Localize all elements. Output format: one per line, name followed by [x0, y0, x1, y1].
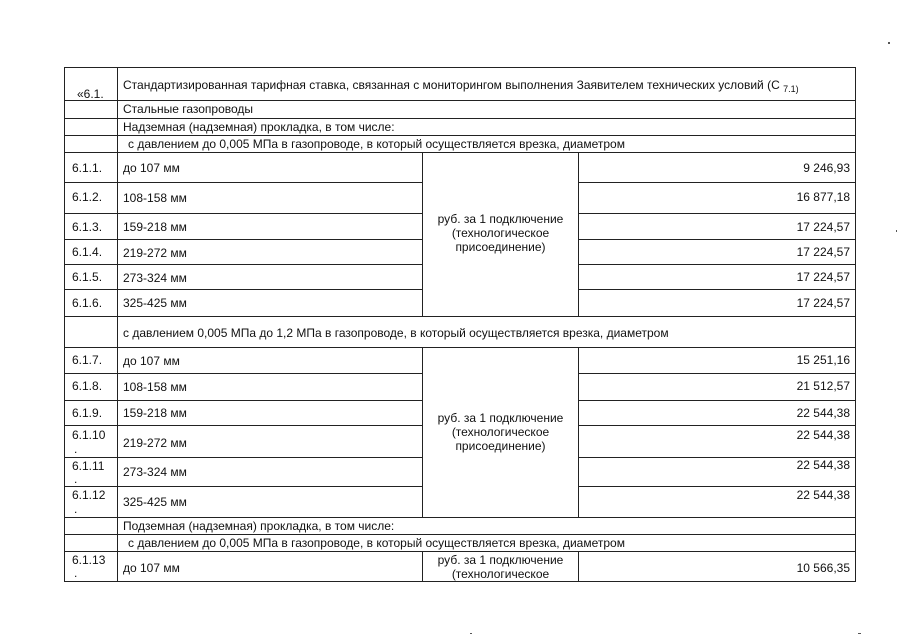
scan-speck	[896, 230, 897, 232]
row-diameter: до 107 мм	[123, 561, 180, 575]
row-diameter: до 107 мм	[123, 354, 180, 368]
row-number-cont: .	[74, 502, 78, 516]
table-border-top	[64, 67, 856, 68]
row-diameter: 273-324 мм	[123, 271, 187, 285]
row-number: 6.1.12	[72, 488, 106, 502]
row-rule	[64, 135, 856, 136]
tariff-table	[64, 67, 856, 582]
col-divider-value	[578, 551, 579, 581]
table-border-right	[855, 67, 856, 582]
section-above-ground: Надземная (надземная) прокладка, в том числе:	[123, 120, 395, 134]
row-number: 6.1.11	[72, 459, 105, 473]
row-number: 6.1.8.	[72, 379, 103, 393]
row-value: 17 224,57	[796, 220, 850, 234]
row-value: 10 566,35	[796, 561, 850, 575]
row-number: 6.1.10	[72, 428, 106, 442]
row-number-cont: .	[74, 472, 78, 486]
section-pressure-low: с давлением до 0,005 МПа в газопроводе, в который осуществляется врезка, диаметром	[128, 137, 625, 151]
row-diameter: 219-272 мм	[123, 246, 187, 260]
row-value: 15 251,16	[796, 353, 850, 367]
row-rule	[578, 400, 856, 401]
scan-speck	[470, 633, 472, 634]
row-diameter: 108-158 мм	[123, 380, 187, 394]
row-rule	[64, 517, 856, 518]
header-subscript: 7.1)	[783, 84, 799, 94]
unit-cell: руб. за 1 подключение (технологическое	[437, 553, 564, 581]
row-value: 22 544,38	[796, 488, 850, 502]
row-rule	[578, 486, 856, 487]
col-divider-value	[578, 152, 579, 316]
row-number: 6.1.9.	[72, 406, 103, 420]
row-rule	[578, 289, 856, 290]
row-rule	[64, 316, 856, 317]
row-value: 22 544,38	[796, 458, 850, 472]
row-value: 9 246,93	[803, 161, 850, 175]
row-rule	[578, 425, 856, 426]
row-value: 21 512,57	[796, 379, 850, 393]
section-pressure-low-2: с давлением до 0,005 МПа в газопроводе, в который осуществляется врезка, диаметром	[128, 536, 625, 550]
row-rule	[64, 100, 856, 101]
row-diameter: 273-324 мм	[123, 465, 187, 479]
row-diameter: 108-158 мм	[123, 191, 187, 205]
row-rule	[578, 373, 856, 374]
row-rule	[578, 213, 856, 214]
row-number: 6.1.2.	[72, 190, 103, 204]
scan-speck	[888, 42, 890, 44]
row-rule	[64, 118, 856, 119]
row-value: 17 224,57	[796, 296, 850, 310]
section-steel-pipelines: Стальные газопроводы	[123, 102, 254, 116]
row-number: 6.1.5.	[72, 270, 103, 284]
row-diameter: 159-218 мм	[123, 406, 187, 420]
row-number: 6.1.3.	[72, 220, 103, 234]
row-value: 17 224,57	[796, 270, 850, 284]
row-number: 6.1.1.	[72, 161, 103, 175]
row-diameter: 325-425 мм	[123, 495, 187, 509]
header-number: «6.1.	[77, 87, 104, 101]
row-rule	[64, 152, 856, 153]
row-diameter: 219-272 мм	[123, 436, 187, 450]
row-number: 6.1.6.	[72, 296, 103, 310]
row-number-cont: .	[74, 442, 78, 456]
row-value: 22 544,38	[796, 428, 850, 442]
table-border-bottom	[64, 581, 856, 582]
row-number: 6.1.13	[72, 553, 106, 567]
row-rule	[578, 264, 856, 265]
row-number: 6.1.4.	[72, 245, 103, 259]
row-rule	[578, 239, 856, 240]
row-number: 6.1.7.	[72, 353, 103, 367]
row-value: 17 224,57	[796, 245, 850, 259]
row-diameter: 325-425 мм	[123, 296, 187, 310]
row-value: 22 544,38	[796, 406, 850, 420]
unit-cell: руб. за 1 подключение (технологическое присоединение)	[437, 411, 564, 453]
unit-cell: руб. за 1 подключение (технологическое присоединение)	[437, 212, 564, 254]
row-value: 16 877,18	[796, 190, 850, 204]
scan-speck	[858, 633, 861, 634]
row-rule	[64, 347, 856, 348]
row-rule	[578, 182, 856, 183]
section-pressure-mid: с давлением 0,005 МПа до 1,2 МПа в газопроводе, в который осуществляется врезка, диаметром	[123, 326, 669, 340]
row-diameter: до 107 мм	[123, 161, 180, 175]
row-diameter: 159-218 мм	[123, 220, 187, 234]
col-divider-num	[117, 67, 118, 582]
col-divider-value	[578, 347, 579, 517]
row-rule	[64, 551, 856, 552]
header-title: Стандартизированная тарифная ставка, связанная с мониторингом выполнения Заявителем технических условий (С $_{7.1)}$	[123, 78, 799, 94]
table-border-left	[64, 67, 65, 582]
section-underground: Подземная (надземная) прокладка, в том числе:	[123, 519, 395, 533]
row-number-cont: .	[74, 566, 78, 580]
row-rule	[64, 534, 856, 535]
